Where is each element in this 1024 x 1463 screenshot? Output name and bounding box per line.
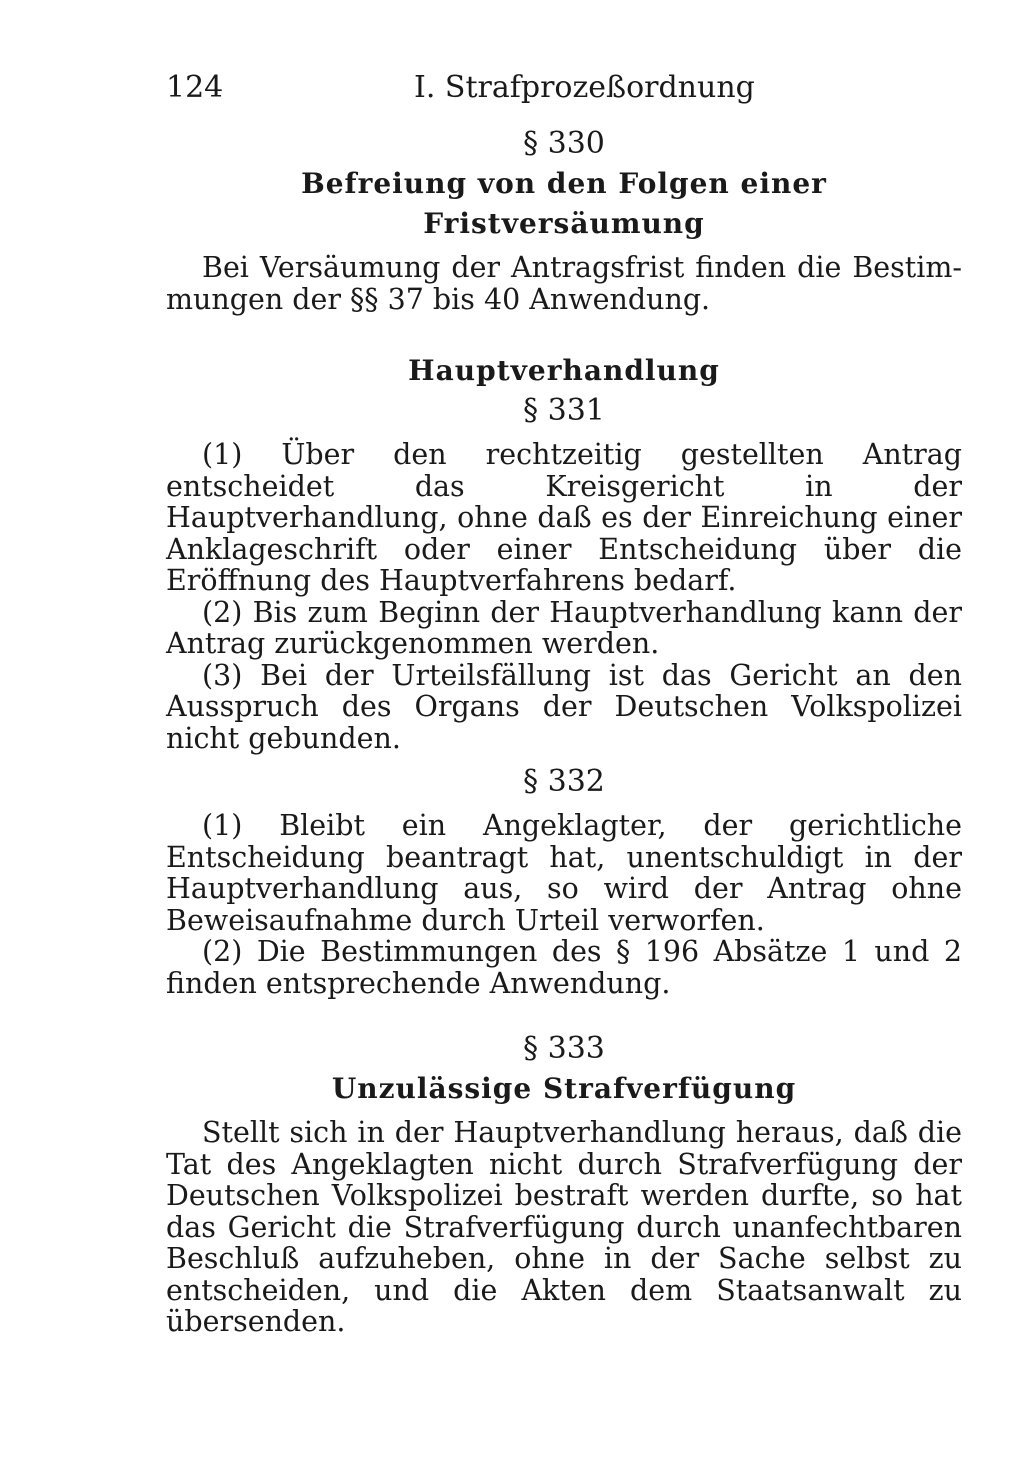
section-heading: Befreiung von den Folgen einer Fristversäumung bbox=[301, 167, 827, 240]
document-page bbox=[166, 60, 962, 1338]
section-number: § 330 bbox=[523, 126, 605, 161]
paragraph: (2) Die Bestimmungen des § 196 Absätze 1 und 2 finden entsprechende Anwendung. bbox=[166, 935, 962, 1000]
running-title: I. Strafprozeßordnung bbox=[414, 70, 755, 105]
section-331 bbox=[166, 351, 962, 754]
paragraph: Bei Versäumung der Antragsfrist finden die Bestimmungen der §§ 37 bis 40 Anwendung. bbox=[166, 251, 962, 316]
section-332 bbox=[166, 762, 962, 999]
paragraph: (1) Bleibt ein Angeklagter, der gerichtliche Entscheidung beantragt hat, unentschuldigt in der Hauptverhandlung aus, so wird der Antrag ohne Beweisaufnahme durch Urteil verworfen. bbox=[166, 809, 962, 937]
paragraph: (3) Bei der Urteilsfällung ist das Gericht an den Ausspruch des Organs der Deutschen Volkspolizei nicht gebunden. bbox=[166, 658, 962, 755]
section-number: § 333 bbox=[523, 1031, 605, 1066]
section-heading: Unzulässige Strafverfügung bbox=[331, 1072, 797, 1105]
section-number: § 332 bbox=[523, 764, 605, 799]
section-number: § 331 bbox=[523, 393, 605, 428]
page-header bbox=[166, 60, 962, 116]
paragraph: (2) Bis zum Beginn der Hauptverhandlung kann der Antrag zurückgenommen werden. bbox=[166, 595, 962, 660]
group-heading: Hauptverhandlung bbox=[408, 354, 720, 387]
section-330 bbox=[166, 124, 962, 315]
page-number: 124 bbox=[166, 70, 224, 105]
paragraph: Stellt sich in der Hauptverhandlung heraus, daß die Tat des Angeklagten nicht durch Strafverfügung der Deutschen Volkspolizei bestraft werden durfte, so hat das Gericht die Strafverfügung durch unanfechtbaren Beschluß aufzuheben, ohne in der Sache selbst zu entscheiden, und die Akten dem Staatsanwalt zu übersenden. bbox=[166, 1116, 962, 1338]
paragraph: (1) Über den rechtzeitig gestellten Antrag entscheidet das Kreisgericht in der Hauptverhandlung, ohne daß es der Einreichung einer Anklageschrift oder einer Entscheidung über die Eröffnung des Hauptverfahrens bedarf. bbox=[166, 438, 962, 597]
section-333 bbox=[166, 1029, 962, 1338]
